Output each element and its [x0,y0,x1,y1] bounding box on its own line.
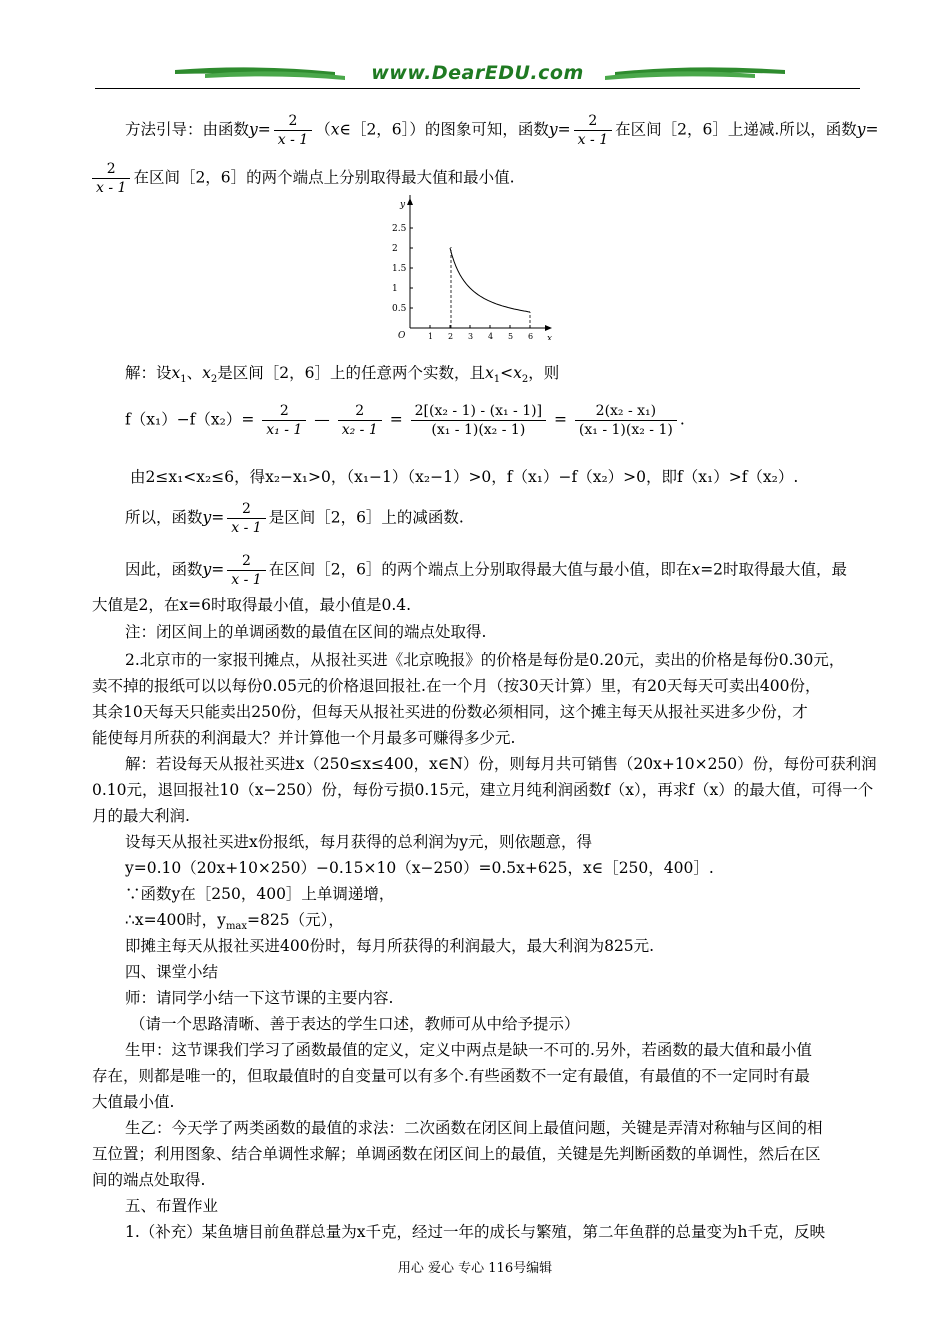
function-graph [390,195,560,340]
y-tick-label: 2 [392,244,398,254]
curve-2-over-x-minus-1 [450,248,530,312]
x-axis-arrow [545,325,552,331]
y-tick-label: 0.5 [392,304,407,314]
student-b-line-3: 间的端点处取得. [92,1171,206,1189]
question-2-line-1: 2.北京市的一家报刊摊点，从报社买进《北京晚报》的价格是每份是0.20元，卖出的价格是每份0.30元， [125,651,845,669]
conclusion-decreasing: 所以，函数y= $\frac{2}{x - 1}$ 是区间［2，6］上的减函数. [125,501,464,536]
student-a-line-1: 生甲：这节课我们学习了函数最值的定义，定义中两点是缺一不可的.另外，若函数的最大值和最小值 [125,1041,812,1059]
student-b-line-2: 互位置；利用图象、结合单调性求解；单调函数在闭区间上的最值，关键是先判断函数的单调性，然后在区 [92,1145,821,1163]
solution-2-line-4: 设每天从报社买进x份报纸，每月获得的总利润为y元，则依题意，得 [125,833,593,851]
therefore-line-2: 大值是2，在x=6时取得最小值，最小值是0.4. [92,596,412,614]
fraction: $\frac{\text{2[(x₂ - 1) - (x₁ - 1)]}}{\text{(x₁ - 1)(x₂ - 1)}}$ [411,402,546,439]
method-line-2: $\frac{2}{x - 1}$ 在区间［2，6］的两个端点上分别取得最大值和最小值. [92,160,515,197]
method-line-1: 方法引导：由函数y= $\frac{2}{x - 1}$ （x∈［2，6］）的图象可知，函数y= $\frac{2}{x - 1}$ 在区间［2，6］上递减.所以，函数y= [125,113,879,148]
question-2-line-2: 卖不掉的报纸可以以每份0.05元的价格退回报社.在一个月（按30天计算）里，有20天每天可卖出400份， [92,677,821,695]
header-rule [95,88,860,89]
difference-equation: f（x₁）−f（x₂）= $\frac{2}{\text{x₁ - 1}}$ — $\frac{2}{\text{x₂ - 1}}$ = $\frac{\text{2[(x₂ - 1) - (x₁ - 1)]}}{\text{(x₁ - 1)(x₂ - 1)}}$ = $\frac{\text{2(x₂ - x₁)}}{\text{(x₁ - 1)(x₂ - 1)}}$ . [125,403,685,438]
teacher-note: （请一个思路清晰、善于表达的学生口述，教师可从中给予提示） [130,1015,580,1033]
question-2-line-3: 其余10天每天只能卖出250份，但每天从报社买进的份数必须相同，这个摊主每天从报社买进多少份，才 [92,703,808,721]
y-axis-label: y [400,200,406,210]
fraction: $\frac{2}{x - 1}$ [574,112,612,149]
therefore-line-1: 因此，函数y= $\frac{2}{x - 1}$ 在区间［2，6］的两个端点上分别取得最大值与最小值，即在x=2时取得最大值，最 [125,553,848,588]
student-a-line-2: 存在，则都是唯一的，但取最值时的自变量可以有多个.有些函数不一定有最值，有最值的不一定同时有最 [92,1067,810,1085]
origin-label: O [398,331,406,340]
fraction: $\frac{2}{x - 1}$ [227,500,265,537]
site-url: www.DearEDU.com [371,62,584,84]
solution-2-line-7: ∴x=400时，$y_{max}=825$（元）， [125,911,344,933]
y-axis-arrow [407,198,413,205]
x-tick-label: 5 [508,332,514,340]
solution-2-line-6: ∵函数y在［250，400］上单调递增， [125,885,395,903]
note-line: 注：闭区间上的单调函数的最值在区间的端点处取得. [125,623,487,641]
question-2-line-4: 能使每月所获的利润最大？并计算他一个月最多可赚得多少元. [92,729,516,747]
x-tick-label: 1 [428,332,434,340]
student-b-line-1: 生乙：今天学了两类函数的最值的求法：二次函数在闭区间上最值问题，关键是弄清对称轴与区间的相 [125,1119,823,1137]
section-4-heading: 四、课堂小结 [125,963,219,981]
x-tick-label: 4 [488,332,494,340]
student-a-line-3: 大值最小值. [92,1093,175,1111]
solution-2-line-1: 解：若设每天从报社买进x（250≤x≤400，x∈N）份，则每月共可销售（20x+10×250）份，每份可获利润 [125,755,877,773]
x-tick-label: 3 [468,332,474,340]
fraction: $\frac{2}{x - 1}$ [92,160,130,197]
x-tick-label: 6 [528,332,534,340]
teacher-line: 师：请同学小结一下这节课的主要内容. [125,989,394,1007]
solution-line-1: 解：设$x_1$、$x_2$是区间［2，6］上的任意两个实数，且$x_1<x_2$，则 [125,364,560,386]
inequality-line: 由2≤x₁<x₂≤6，得x₂−x₁>0，（x₁−1）（x₂−1）>0，f（x₁）−f（x₂）>0，即f（x₁）>f（x₂）. [130,468,799,486]
homework-1: 1.（补充）某鱼塘目前鱼群总量为x千克，经过一年的成长与繁殖，第二年鱼群的总量变为h千克，反映 [125,1223,826,1241]
solution-2-line-2: 0.10元，退回报社10（x−250）份，每份亏损0.15元，建立月纯利润函数f（x），再求f（x）的最大值，可得一个 [92,781,874,799]
fraction: $\frac{2}{\text{x₁ - 1}}$ [262,402,306,439]
solution-2-line-5: y=0.10（20x+10×250）−0.15×10（x−250）=0.5x+625，x∈［250，400］. [125,859,714,877]
solution-2-line-3: 月的最大利润. [92,807,190,825]
x-axis-label: x [547,334,553,340]
y-tick-label: 2.5 [392,224,407,234]
x-tick-label: 2 [448,332,454,340]
fraction: $\frac{2}{x - 1}$ [274,112,312,149]
x-tick-labels [428,325,533,340]
fraction: $\frac{\text{2(x₂ - x₁)}}{\text{(x₁ - 1)(x₂ - 1)}}$ [575,402,677,439]
page-footer: 用心 爱心 专心 116号编辑 [397,1261,553,1276]
header-banner [95,58,860,92]
fraction: $\frac{2}{\text{x₂ - 1}}$ [338,402,382,439]
fraction: $\frac{2}{x - 1}$ [227,552,265,589]
section-5-heading: 五、布置作业 [125,1197,219,1215]
y-tick-label: 1 [392,284,398,294]
y-tick-label: 1.5 [392,264,407,274]
solution-2-line-8: 即摊主每天从报社买进400份时，每月所获得的利润最大，最大利润为825元. [125,937,655,955]
